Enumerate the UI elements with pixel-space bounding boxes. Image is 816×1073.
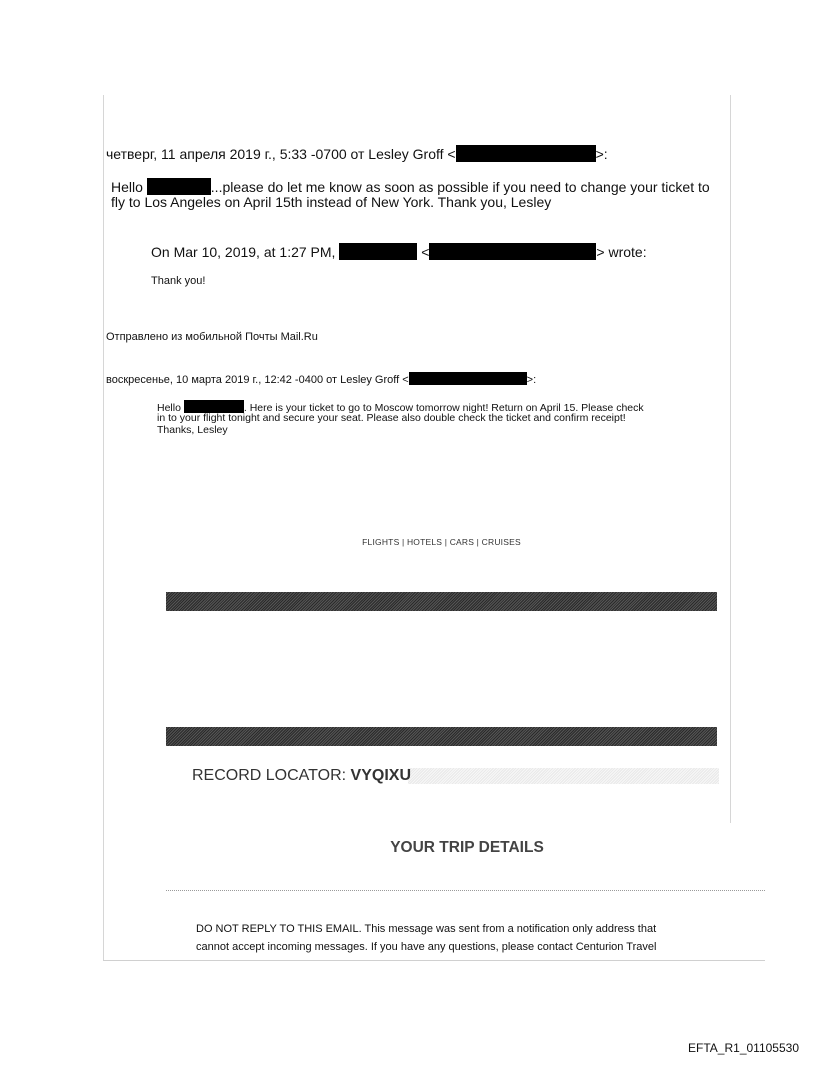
trip-details-heading: YOUR TRIP DETAILS [390, 839, 544, 856]
message-body-2-line-3: Thanks, Lesley [157, 424, 228, 436]
left-border [103, 95, 104, 961]
redacted-name [339, 243, 417, 260]
quote-header: On Mar 10, 2019, at 1:27 PM, < > wrote: [151, 244, 647, 260]
record-locator: RECORD LOCATOR: VYQIXU [192, 767, 412, 784]
message-body-2-line-2: in to your flight tonight and secure your seat. Please also double check the ticket and confirm receipt! [157, 412, 626, 424]
disclaimer-line-1: DO NOT REPLY TO THIS EMAIL. This message was sent from a notification only address that [196, 923, 657, 935]
right-border [730, 95, 731, 823]
message-header-1: четверг, 11 апреля 2019 г., 5:33 -0700 от Lesley Groff < >: [106, 146, 608, 162]
locator-background [408, 768, 719, 784]
mobile-signature: Отправлено из мобильной Почты Mail.Ru [106, 331, 318, 343]
disclaimer-line-2: cannot accept incoming messages. If you have any questions, please contact Centurion Travel [196, 941, 657, 953]
redacted-email [429, 243, 596, 260]
message-body-1-line-1: Hello ...please do let me know as soon as possible if you need to change your ticket to [111, 179, 710, 195]
bottom-border [103, 960, 765, 961]
redacted-banner-top [166, 592, 717, 611]
redacted-email [409, 372, 527, 385]
quote-body: Thank you! [151, 275, 206, 287]
redacted-banner-bottom [166, 727, 717, 746]
redacted-name [147, 178, 211, 195]
message-header-2: воскресенье, 10 марта 2019 г., 12:42 -0400 от Lesley Groff < >: [106, 374, 537, 386]
bates-number: EFTA_R1_01105530 [688, 1041, 799, 1055]
message-body-1-line-2: fly to Los Angeles on April 15th instead of New York. Thank you, Lesley [111, 194, 552, 210]
section-divider [166, 890, 765, 891]
redacted-email [456, 145, 596, 162]
travel-nav[interactable]: FLIGHTS | HOTELS | CARS | CRUISES [362, 537, 521, 547]
record-locator-value: VYQIXU [350, 767, 412, 784]
message-body-2-line-1: Hello . Here is your ticket to go to Moscow tomorrow night! Return on April 15. Please check [157, 402, 644, 414]
